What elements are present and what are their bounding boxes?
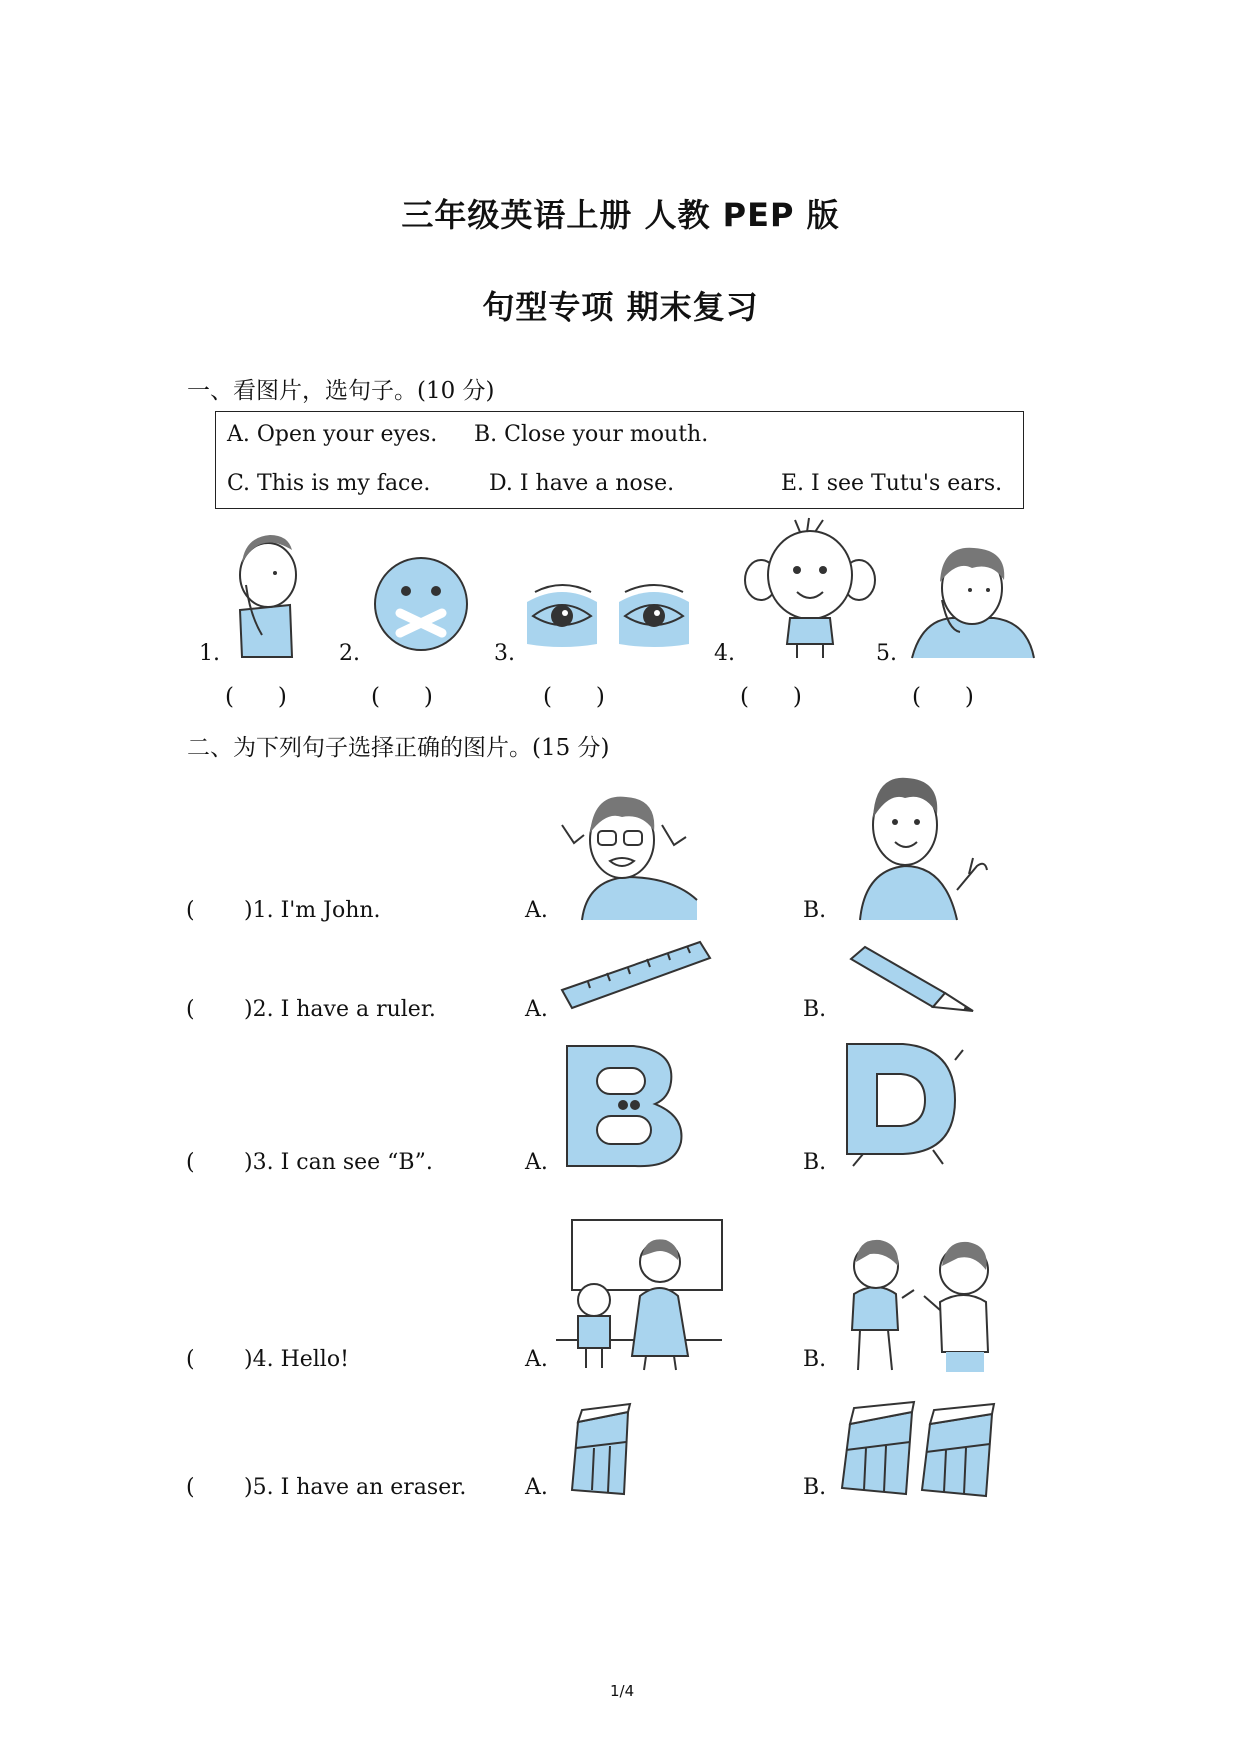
letter-d-icon	[843, 1040, 963, 1170]
option-e: E. I see Tutu's ears.	[781, 471, 1003, 496]
answer-paren-3[interactable]: ( )	[543, 684, 605, 710]
answer-paren-5[interactable]: ( )	[912, 684, 974, 710]
q4-text: )4. Hello!	[244, 1347, 349, 1372]
open-eyes-icon	[527, 582, 689, 650]
option-b: B. Close your mouth.	[474, 422, 709, 447]
item4-number: 4.	[714, 641, 735, 666]
letter-b-icon	[563, 1042, 687, 1170]
angry-teacher-boy-icon	[556, 1200, 724, 1372]
q3-paren[interactable]: (	[186, 1150, 195, 1175]
option-d: D. I have a nose.	[489, 471, 675, 496]
option-a: A. Open your eyes.	[227, 422, 438, 447]
q5-paren[interactable]: (	[186, 1475, 195, 1500]
scared-boy-glasses-icon	[562, 785, 702, 920]
girl-boy-greeting-icon	[840, 1222, 1010, 1372]
q1-a-label: A.	[525, 898, 548, 923]
smiling-boy-waving-icon	[845, 770, 995, 920]
pencil-icon	[845, 945, 975, 1015]
q1-paren[interactable]: (	[186, 898, 195, 923]
q3-b-label: B.	[803, 1150, 827, 1175]
q3-text: )3. I can see “B”.	[244, 1150, 433, 1175]
page-number: 1/4	[610, 1682, 635, 1700]
q5-text: )5. I have an eraser.	[244, 1475, 467, 1500]
boy-touching-nose-icon	[230, 525, 310, 660]
item3-number: 3.	[494, 641, 515, 666]
q5-a-label: A.	[525, 1475, 548, 1500]
q2-a-label: A.	[525, 997, 548, 1022]
option-c: C. This is my face.	[227, 471, 431, 496]
closed-mouth-face-icon	[372, 555, 470, 653]
q2-paren[interactable]: (	[186, 997, 195, 1022]
q4-a-label: A.	[525, 1347, 548, 1372]
answer-paren-2[interactable]: ( )	[371, 684, 433, 710]
one-eraser-icon	[568, 1402, 638, 1496]
item5-number: 5.	[876, 641, 897, 666]
answer-paren-4[interactable]: ( )	[740, 684, 802, 710]
q2-b-label: B.	[803, 997, 827, 1022]
q4-paren[interactable]: (	[186, 1347, 195, 1372]
page-title: 三年级英语上册 人教 PEP 版	[401, 196, 840, 234]
q5-b-label: B.	[803, 1475, 827, 1500]
section2-heading: 二、为下列句子选择正确的图片。(15 分)	[187, 735, 610, 761]
q2-text: )2. I have a ruler.	[244, 997, 436, 1022]
ruler-icon	[560, 940, 712, 1012]
q1-text: )1. I'm John.	[244, 898, 381, 923]
q4-b-label: B.	[803, 1347, 827, 1372]
tutu-big-ears-icon	[745, 520, 875, 660]
q1-b-label: B.	[803, 898, 827, 923]
boy-touching-face-icon	[912, 540, 1034, 658]
section1-heading: 一、看图片，选句子。(10 分)	[187, 378, 495, 404]
item2-number: 2.	[339, 641, 360, 666]
two-erasers-icon	[840, 1400, 998, 1498]
q3-a-label: A.	[525, 1150, 548, 1175]
item1-number: 1.	[199, 641, 220, 666]
page-subtitle: 句型专项 期末复习	[482, 288, 759, 326]
answer-paren-1[interactable]: ( )	[225, 684, 287, 710]
